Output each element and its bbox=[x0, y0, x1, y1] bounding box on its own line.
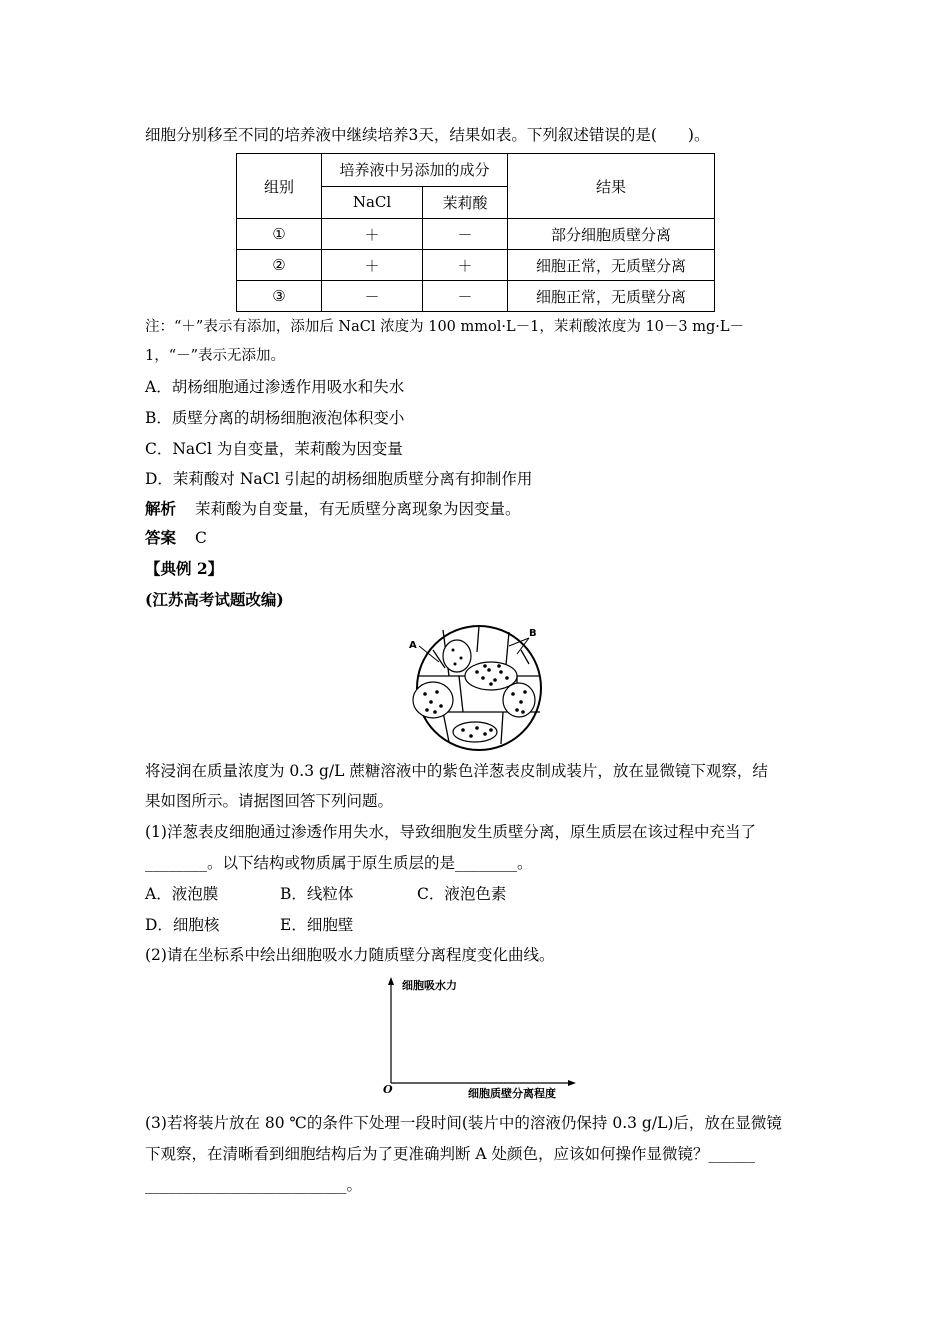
cell-jasmonic: － bbox=[423, 219, 508, 250]
paragraph-1-line-2: 果如图所示。请据图回答下列问题。 bbox=[145, 792, 394, 810]
cell-result: 细胞正常，无质壁分离 bbox=[508, 281, 715, 312]
table-row bbox=[237, 219, 715, 250]
cell-group: ② bbox=[237, 250, 322, 281]
analysis-text: 茉莉酸为自变量，有无质壁分离现象为因变量。 bbox=[194, 500, 521, 518]
question-1-line-1: (1)洋葱表皮细胞通过渗透作用失水，导致细胞发生质壁分离，原生质层在该过程中充当了 bbox=[145, 823, 756, 841]
example-header: 【典例 2】 bbox=[145, 559, 224, 578]
question-3-line-3: __________________________。 bbox=[145, 1176, 363, 1194]
table-row bbox=[237, 250, 715, 281]
answer-label: 答案 bbox=[145, 528, 177, 547]
answer-value: C bbox=[194, 529, 207, 547]
cell-nacl: ＋ bbox=[322, 250, 423, 281]
x-axis-arrow-icon bbox=[568, 1080, 576, 1086]
cell-nacl: ＋ bbox=[322, 219, 423, 250]
option-b: B．质壁分离的胡杨细胞液泡体积变小 bbox=[145, 409, 405, 427]
intro-text: 细胞分别移至不同的培养液中继续培养3天，结果如表。下列叙述错误的是( )。 bbox=[145, 126, 710, 144]
option-c: C．NaCl 为自变量，茉莉酸为因变量 bbox=[145, 440, 403, 458]
onion-cell-figure bbox=[405, 620, 547, 752]
q1-option-a: A．液泡膜 bbox=[145, 885, 219, 903]
x-axis-label: 细胞质壁分离程度 bbox=[468, 1087, 556, 1100]
question-1-line-2: ________。以下结构或物质属于原生质层的是________。 bbox=[145, 854, 533, 872]
header-added: 培养液中另添加的成分 bbox=[322, 154, 508, 187]
results-table bbox=[236, 153, 715, 312]
q1-option-b: B．线粒体 bbox=[280, 885, 354, 903]
analysis bbox=[145, 498, 520, 520]
cell-group: ① bbox=[237, 219, 322, 250]
note-line-1: 注：“＋”表示有添加，添加后 NaCl 浓度为 100 mmol·L－1，茉莉酸浓度为 10－3 mg·L－ bbox=[145, 319, 744, 335]
label-b: B bbox=[529, 628, 537, 639]
header-jasmonic: 茉莉酸 bbox=[423, 186, 508, 219]
table-row bbox=[237, 281, 715, 312]
analysis-label: 解析 bbox=[145, 499, 177, 518]
note-line-2: 1，“－”表示无添加。 bbox=[145, 348, 286, 364]
answer bbox=[145, 527, 207, 549]
cell-result: 细胞正常，无质壁分离 bbox=[508, 250, 715, 281]
y-axis-label: 细胞吸水力 bbox=[402, 979, 457, 992]
option-a: A．胡杨细胞通过渗透作用吸水和失水 bbox=[145, 378, 405, 396]
question-2: (2)请在坐标系中绘出细胞吸水力随质壁分离程度变化曲线。 bbox=[145, 946, 555, 964]
question-3-line-1: (3)若将装片放在 80 ℃的条件下处理一段时间(装片中的溶液仍保持 0.3 g/L)后，放在显微镜 bbox=[145, 1114, 782, 1132]
cell-nacl: － bbox=[322, 281, 423, 312]
cell-jasmonic: ＋ bbox=[423, 250, 508, 281]
y-axis-arrow-icon bbox=[388, 977, 394, 985]
source-note: (江苏高考试题改编) bbox=[145, 590, 284, 609]
question-3-line-2: 下观察，在清晰看到细胞结构后为了更准确判断 A 处颜色，应该如何操作显微镜？______ bbox=[145, 1145, 756, 1163]
option-d: D．茉莉酸对 NaCl 引起的胡杨细胞质壁分离有抑制作用 bbox=[145, 470, 533, 488]
paragraph-1-line-1: 将浸润在质量浓度为 0.3 g/L 蔗糖溶液中的紫色洋葱表皮制成装片，放在显微镜下观察，结 bbox=[145, 762, 768, 780]
question-1-options-row-2 bbox=[145, 914, 353, 936]
origin-label: O bbox=[383, 1083, 393, 1096]
question-1-options-row-1 bbox=[145, 883, 506, 905]
blank-graph bbox=[380, 975, 580, 1105]
header-result: 结果 bbox=[508, 154, 715, 219]
header-group: 组别 bbox=[237, 154, 322, 219]
q1-option-c: C．液泡色素 bbox=[417, 885, 507, 903]
q1-option-e: E．细胞壁 bbox=[280, 916, 354, 934]
cell-jasmonic: － bbox=[423, 281, 508, 312]
cell-group: ③ bbox=[237, 281, 322, 312]
header-nacl: NaCl bbox=[322, 186, 423, 219]
label-a: A bbox=[409, 640, 417, 651]
q1-option-d: D．细胞核 bbox=[145, 916, 220, 934]
cell-result: 部分细胞质壁分离 bbox=[508, 219, 715, 250]
